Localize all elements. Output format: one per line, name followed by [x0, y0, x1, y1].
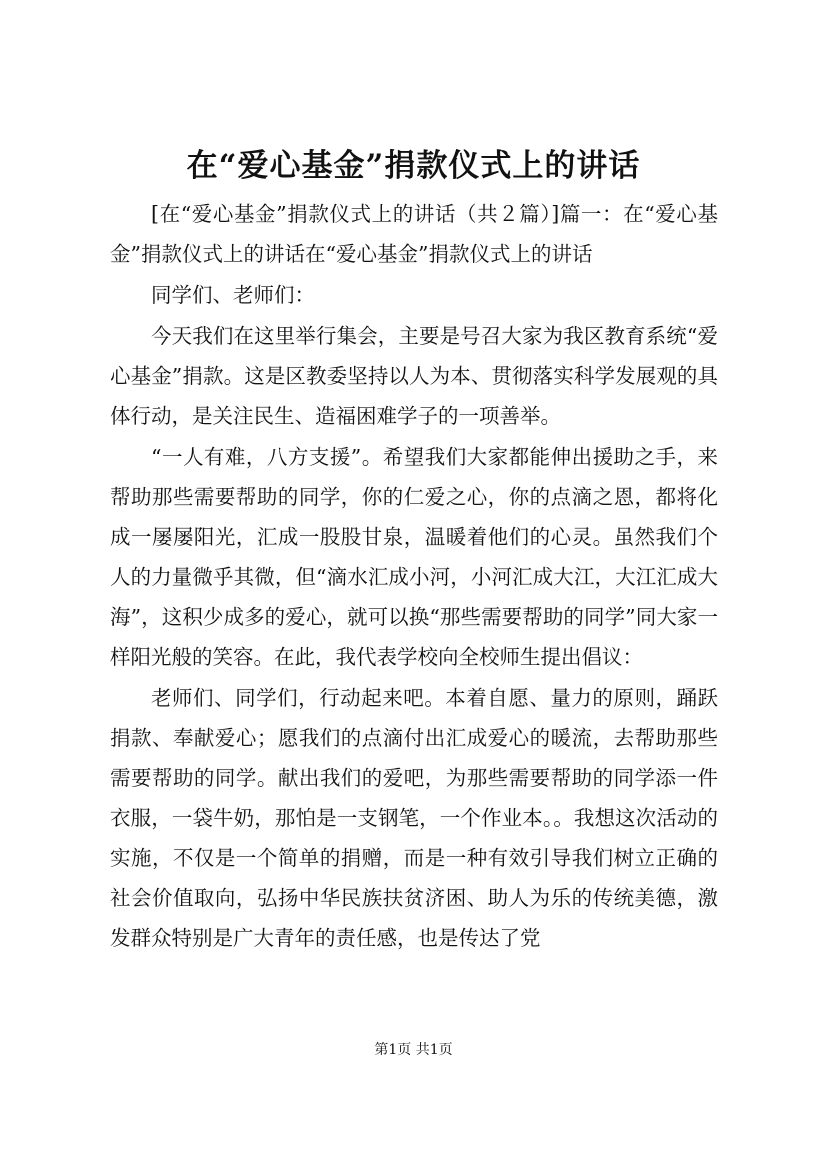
paragraph-salutation: 同学们、老师们：: [151, 283, 315, 307]
paragraph-call-to-action: 老师们、同学们，行动起来吧。本着自愿、量力的原则，踊跃捐款、奉献爱心；愿我们的点滴付出汇成爱心的暖流，去帮助那些需要帮助的同学。献出我们的爱吧，为那些需要帮助的同学添一件衣服，一袋牛奶，那怕是一支钢笔，一个作业本。。我想这次活动的实施，不仅是一个简单的捐赠，而是一种有效引导我们树立正确的社会价值取向，弘扬中华民族扶贫济困、助人为乐的传统美德，激发群众特别是广大青年的责任感，也是传达了党: [110, 686, 718, 950]
paragraph-purpose: 今天我们在这里举行集会，主要是号召大家为我区教育系统“爱心基金”捐款。这是区教委坚持以人为本、贯彻落实科学发展观的具体行动，是关注民生、造福困难学子的一项善举。: [110, 324, 718, 428]
document-title: 在“爱心基金”捐款仪式上的讲话: [186, 148, 641, 184]
document-body: [110, 194, 718, 959]
paragraph-intro: [在“爱心基金”捐款仪式上的讲话（共２篇）]篇一：在“爱心基金”捐款仪式上的讲话在“爱心基金”捐款仪式上的讲话: [110, 202, 718, 266]
page-footer: 第1页 共1页: [374, 1042, 453, 1058]
paragraph-appeal: “一人有难，八方支援”。希望我们大家都能伸出援助之手，来帮助那些需要帮助的同学，你的仁爱之心，你的点滴之恩，都将化成一屡屡阳光，汇成一股股甘泉，温暖着他们的心灵。虽然我们个人的力量微乎其微，但“滴水汇成小河，小河汇成大江，大江汇成大海”，这积少成多的爱心，就可以换“那些需要帮助的同学”同大家一样阳光般的笑容。在此，我代表学校向全校师生提出倡议：: [110, 445, 718, 669]
